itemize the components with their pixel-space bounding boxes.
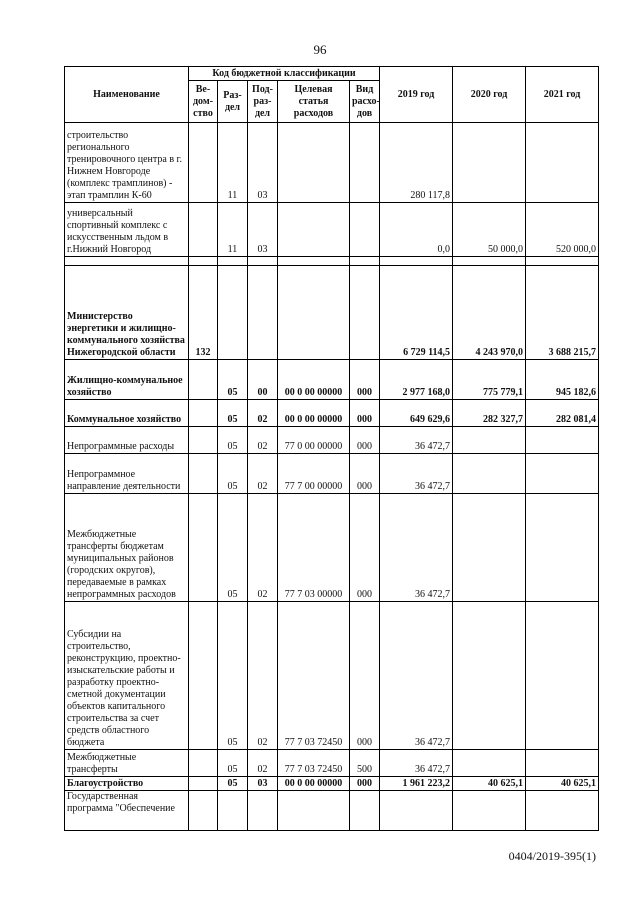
row-name: Благоустройство <box>65 777 189 791</box>
row-razdel: 11 <box>218 123 248 203</box>
row-2019: 1 961 223,2 <box>380 777 453 791</box>
header-ved: Ве-дом-ство <box>189 81 218 123</box>
row-cs <box>278 266 350 360</box>
row-name: Межбюджетные трансферты <box>65 750 189 777</box>
row-ved <box>189 602 218 750</box>
row-razdel: 05 <box>218 360 248 400</box>
row-2021 <box>526 494 599 602</box>
row-2020 <box>453 602 526 750</box>
row-name: Министерство энергетики и жилищно-коммунального хозяйства Нижегородской области <box>65 266 189 360</box>
row-razdel: 11 <box>218 203 248 257</box>
row-razdel: 05 <box>218 777 248 791</box>
table-row <box>65 266 599 360</box>
row-name: универсальный спортивный комплекс с искусственным льдом в г.Нижний Новгород <box>65 203 189 257</box>
row-razdel: 05 <box>218 602 248 750</box>
table-row <box>65 602 599 750</box>
row-2021: 40 625,1 <box>526 777 599 791</box>
row-cs: 00 0 00 00000 <box>278 360 350 400</box>
row-name: Непрограммное направление деятельности <box>65 454 189 494</box>
row-cs <box>278 123 350 203</box>
row-podrazdel: 02 <box>248 494 278 602</box>
row-vid: 000 <box>350 360 380 400</box>
table-row <box>65 494 599 602</box>
row-2019: 36 472,7 <box>380 454 453 494</box>
row-2021 <box>526 750 599 777</box>
row-ved <box>189 400 218 427</box>
row-2019: 0,0 <box>380 203 453 257</box>
row-2021 <box>526 454 599 494</box>
header-code-group: Код бюджетной классификации <box>189 67 380 81</box>
row-razdel <box>218 791 248 831</box>
row-name: Коммунальное хозяйство <box>65 400 189 427</box>
row-vid <box>350 123 380 203</box>
row-cs: 00 0 00 00000 <box>278 777 350 791</box>
row-vid: 000 <box>350 427 380 454</box>
row-vid <box>350 266 380 360</box>
row-ved: 132 <box>189 266 218 360</box>
row-podrazdel: 03 <box>248 777 278 791</box>
row-vid: 500 <box>350 750 380 777</box>
header-name: Наименование <box>65 67 189 123</box>
row-cs <box>278 203 350 257</box>
row-name: Жилищно-коммунальное хозяйство <box>65 360 189 400</box>
row-ved <box>189 777 218 791</box>
document-code: 0404/2019-395(1) <box>508 849 596 863</box>
row-razdel: 05 <box>218 494 248 602</box>
header-cs: Целевая статья расходов <box>278 81 350 123</box>
row-podrazdel <box>248 791 278 831</box>
table-row <box>65 123 599 203</box>
row-2019: 6 729 114,5 <box>380 266 453 360</box>
row-razdel: 05 <box>218 400 248 427</box>
row-2019: 36 472,7 <box>380 602 453 750</box>
row-cs: 77 7 03 72450 <box>278 602 350 750</box>
row-razdel: 05 <box>218 750 248 777</box>
row-2021 <box>526 427 599 454</box>
row-vid: 000 <box>350 400 380 427</box>
row-razdel: 05 <box>218 427 248 454</box>
row-podrazdel: 00 <box>248 360 278 400</box>
row-podrazdel <box>248 266 278 360</box>
row-ved <box>189 791 218 831</box>
row-2020: 50 000,0 <box>453 203 526 257</box>
row-ved <box>189 454 218 494</box>
row-2020 <box>453 494 526 602</box>
row-razdel <box>218 266 248 360</box>
row-2020: 282 327,7 <box>453 400 526 427</box>
row-ved <box>189 203 218 257</box>
row-ved <box>189 427 218 454</box>
row-razdel: 05 <box>218 454 248 494</box>
row-name: Межбюджетные трансферты бюджетам муниципальных районов (городских округов), передаваемые в рамках непрограммных расходов <box>65 494 189 602</box>
table-row <box>65 454 599 494</box>
row-2019: 36 472,7 <box>380 494 453 602</box>
row-2021 <box>526 123 599 203</box>
row-name: строительство регионального тренировочного центра в г. Нижнем Новгороде (комплекс трамплинов) - этап трамплин К-60 <box>65 123 189 203</box>
row-name: Субсидии на строительство, реконструкцию, проектно-изыскательские работы и разработку проектно-сметной документации объектов капитального строительства за счет средств областного бюджета <box>65 602 189 750</box>
row-cs: 77 7 03 72450 <box>278 750 350 777</box>
row-vid: 000 <box>350 494 380 602</box>
row-2021: 282 081,4 <box>526 400 599 427</box>
row-vid: 000 <box>350 454 380 494</box>
row-2019: 280 117,8 <box>380 123 453 203</box>
row-cs: 00 0 00 00000 <box>278 400 350 427</box>
header-2021: 2021 год <box>526 67 599 123</box>
row-2021: 945 182,6 <box>526 360 599 400</box>
row-ved <box>189 123 218 203</box>
row-2021: 520 000,0 <box>526 203 599 257</box>
header-podrazdel: Под-раз-дел <box>248 81 278 123</box>
row-2019: 2 977 168,0 <box>380 360 453 400</box>
header-razdel: Раз-дел <box>218 81 248 123</box>
row-2020 <box>453 750 526 777</box>
row-2020 <box>453 427 526 454</box>
row-2020: 775 779,1 <box>453 360 526 400</box>
row-cs <box>278 791 350 831</box>
row-2019: 649 629,6 <box>380 400 453 427</box>
row-2020: 4 243 970,0 <box>453 266 526 360</box>
row-2021 <box>526 791 599 831</box>
row-cs: 77 7 03 00000 <box>278 494 350 602</box>
row-ved <box>189 494 218 602</box>
row-2020 <box>453 123 526 203</box>
spacer-row <box>65 257 599 266</box>
row-2020: 40 625,1 <box>453 777 526 791</box>
row-ved <box>189 750 218 777</box>
row-2021: 3 688 215,7 <box>526 266 599 360</box>
table-row <box>65 750 599 777</box>
row-vid: 000 <box>350 602 380 750</box>
table-row <box>65 400 599 427</box>
row-vid <box>350 203 380 257</box>
table-row <box>65 203 599 257</box>
row-podrazdel: 02 <box>248 454 278 494</box>
row-name: Государственная программа "Обеспечение <box>65 791 189 831</box>
row-podrazdel: 02 <box>248 602 278 750</box>
row-2019: 36 472,7 <box>380 427 453 454</box>
row-ved <box>189 360 218 400</box>
header-2019: 2019 год <box>380 67 453 123</box>
table-row <box>65 791 599 831</box>
header-vid: Вид расхо-дов <box>350 81 380 123</box>
row-podrazdel: 03 <box>248 203 278 257</box>
row-vid: 000 <box>350 777 380 791</box>
table-row <box>65 777 599 791</box>
row-2019 <box>380 791 453 831</box>
header-2020: 2020 год <box>453 67 526 123</box>
row-2020 <box>453 791 526 831</box>
row-2019: 36 472,7 <box>380 750 453 777</box>
row-cs: 77 7 00 00000 <box>278 454 350 494</box>
row-cs: 77 0 00 00000 <box>278 427 350 454</box>
budget-table <box>64 66 599 831</box>
table-row <box>65 427 599 454</box>
row-podrazdel: 03 <box>248 123 278 203</box>
row-name: Непрограммные расходы <box>65 427 189 454</box>
page-number: 96 <box>313 42 327 57</box>
row-2020 <box>453 454 526 494</box>
row-podrazdel: 02 <box>248 400 278 427</box>
table-row <box>65 360 599 400</box>
row-2021 <box>526 602 599 750</box>
row-podrazdel: 02 <box>248 750 278 777</box>
row-vid <box>350 791 380 831</box>
row-podrazdel: 02 <box>248 427 278 454</box>
